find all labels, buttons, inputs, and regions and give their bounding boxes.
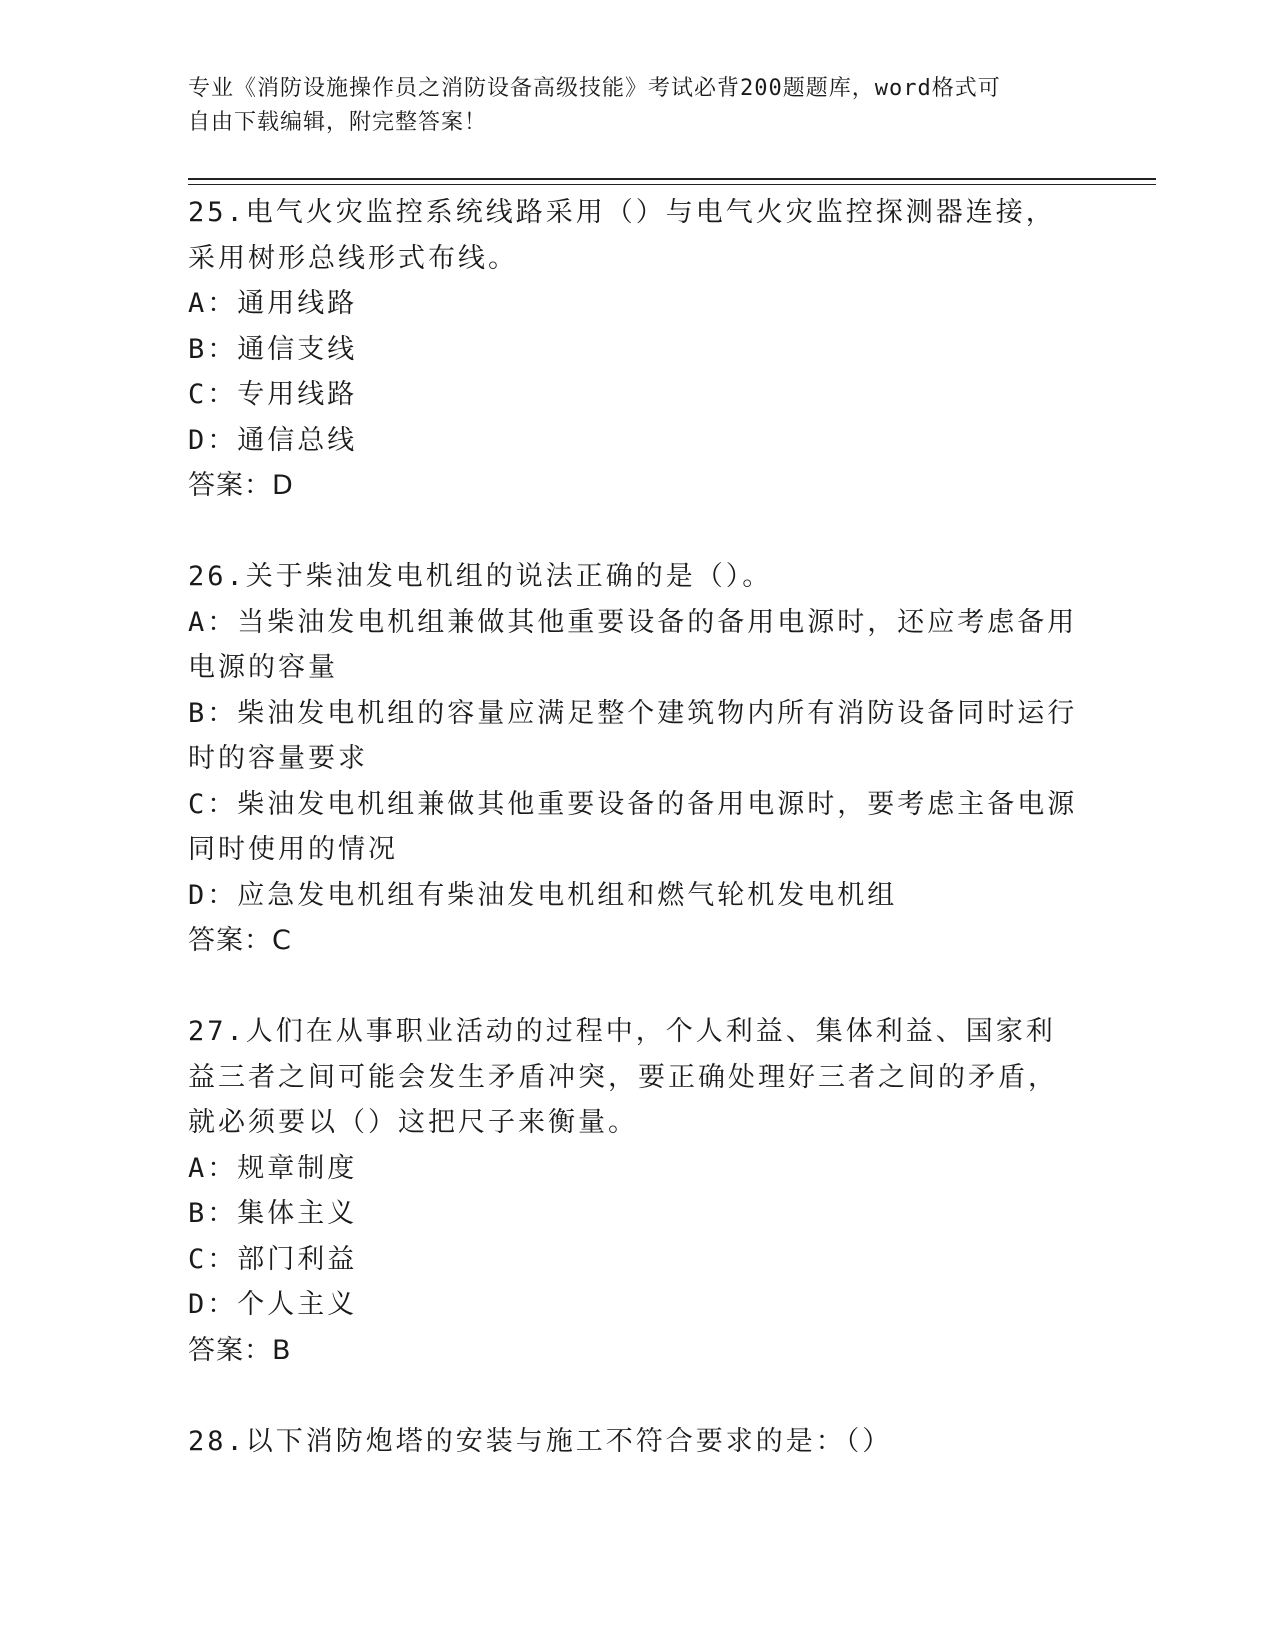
answer — [188, 463, 1078, 509]
answer-value: C — [272, 925, 292, 956]
option-d: D：通信总线 — [188, 424, 358, 456]
header-divider-thick — [188, 178, 1156, 180]
question-28 — [188, 1419, 1078, 1465]
question-text: 27.人们在从事职业活动的过程中，个人利益、集体利益、国家利益三者之间可能会发生矛盾冲突，要正确处理好三者之间的矛盾，就必须要以（）这把尺子来衡量。 — [188, 1016, 1058, 1138]
option-d: D：应急发电机组有柴油发电机组和燃气轮机发电机组 — [188, 879, 898, 911]
question-text: 28.以下消防炮塔的安装与施工不符合要求的是：（） — [188, 1425, 893, 1457]
answer — [188, 1328, 1078, 1374]
option-d: D：个人主义 — [188, 1289, 358, 1320]
answer-value: B — [272, 1334, 292, 1366]
question-list — [188, 190, 1078, 1464]
question-text: 25.电气火灾监控系统线路采用（）与电气火灾监控探测器连接，采用树形总线形式布线。 — [188, 197, 1056, 274]
option-b: B：集体主义 — [188, 1198, 358, 1229]
option-c: C：部门利益 — [188, 1243, 358, 1275]
option-b: B：通信支线 — [188, 333, 358, 365]
question-25 — [188, 190, 1078, 509]
option-a: A：当柴油发电机组兼做其他重要设备的备用电源时，还应考虑备用电源的容量 — [188, 606, 1078, 683]
header-line-1: 专业《消防设施操作员之消防设备高级技能》考试必背200题题库，word格式可 — [188, 76, 1001, 101]
answer-label: 答案： — [188, 470, 272, 501]
option-a: A：通用线路 — [188, 288, 358, 319]
header-line-2: 自由下载编辑，附完整答案！ — [188, 110, 488, 135]
question-27 — [188, 1009, 1078, 1373]
option-a: A：规章制度 — [188, 1152, 358, 1184]
option-b: B：柴油发电机组的容量应满足整个建筑物内所有消防设备同时运行时的容量要求 — [188, 697, 1078, 774]
answer-label: 答案： — [188, 1334, 272, 1366]
question-text: 26.关于柴油发电机组的说法正确的是（）。 — [188, 561, 773, 592]
question-26 — [188, 554, 1078, 964]
option-c: C：专用线路 — [188, 379, 358, 410]
answer-label: 答案： — [188, 925, 272, 956]
option-c: C：柴油发电机组兼做其他重要设备的备用电源时，要考虑主备电源同时使用的情况 — [188, 788, 1078, 865]
document-header — [188, 72, 1068, 140]
answer-value: D — [272, 470, 294, 501]
answer — [188, 918, 1078, 964]
header-divider-thin — [188, 184, 1156, 185]
